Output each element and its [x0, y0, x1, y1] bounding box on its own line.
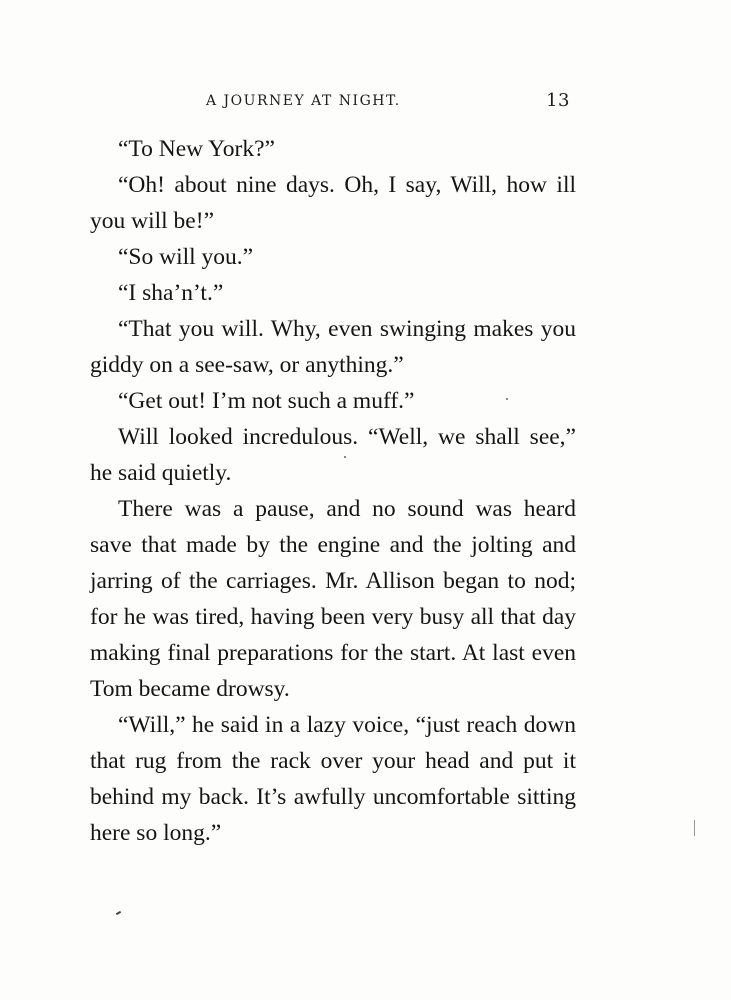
ink-speck	[344, 456, 346, 458]
paragraph-4: “I sha’n’t.”	[118, 280, 224, 306]
ink-speck	[506, 398, 508, 400]
paragraph-5: “That you will. Why, even swinging makes you giddy on a see-saw, or anything.”	[90, 316, 576, 378]
running-title: A JOURNEY AT NIGHT.	[206, 93, 401, 109]
paragraph-7: Will looked incredulous. “Well, we shall see,” he said quietly.	[90, 424, 576, 486]
paragraph-6: “Get out! I’m not such a muff.”	[118, 388, 415, 414]
paragraph-2: “Oh! about nine days. Oh, I say, Will, how ill you will be!”	[90, 172, 576, 234]
page-number: 13	[546, 90, 570, 111]
paragraph-1: “To New York?”	[118, 136, 275, 162]
running-head	[90, 90, 570, 114]
paragraph-8: There was a pause, and no sound was heard save that made by the engine and the jolting and jarring of the carriages. Mr. Allison began to nod; for he was tired, having been very busy all that day making final preparations for the start. At last even Tom became drowsy.	[90, 496, 576, 702]
page-edge-mark	[694, 820, 695, 836]
body-text	[90, 131, 576, 851]
ink-speck	[116, 911, 121, 915]
paragraph-3: “So will you.”	[118, 244, 254, 270]
paragraph-9: “Will,” he said in a lazy voice, “just reach down that rug from the rack over your head and put it behind my back. It’s awfully uncomfortable sitting here so long.”	[90, 712, 576, 846]
